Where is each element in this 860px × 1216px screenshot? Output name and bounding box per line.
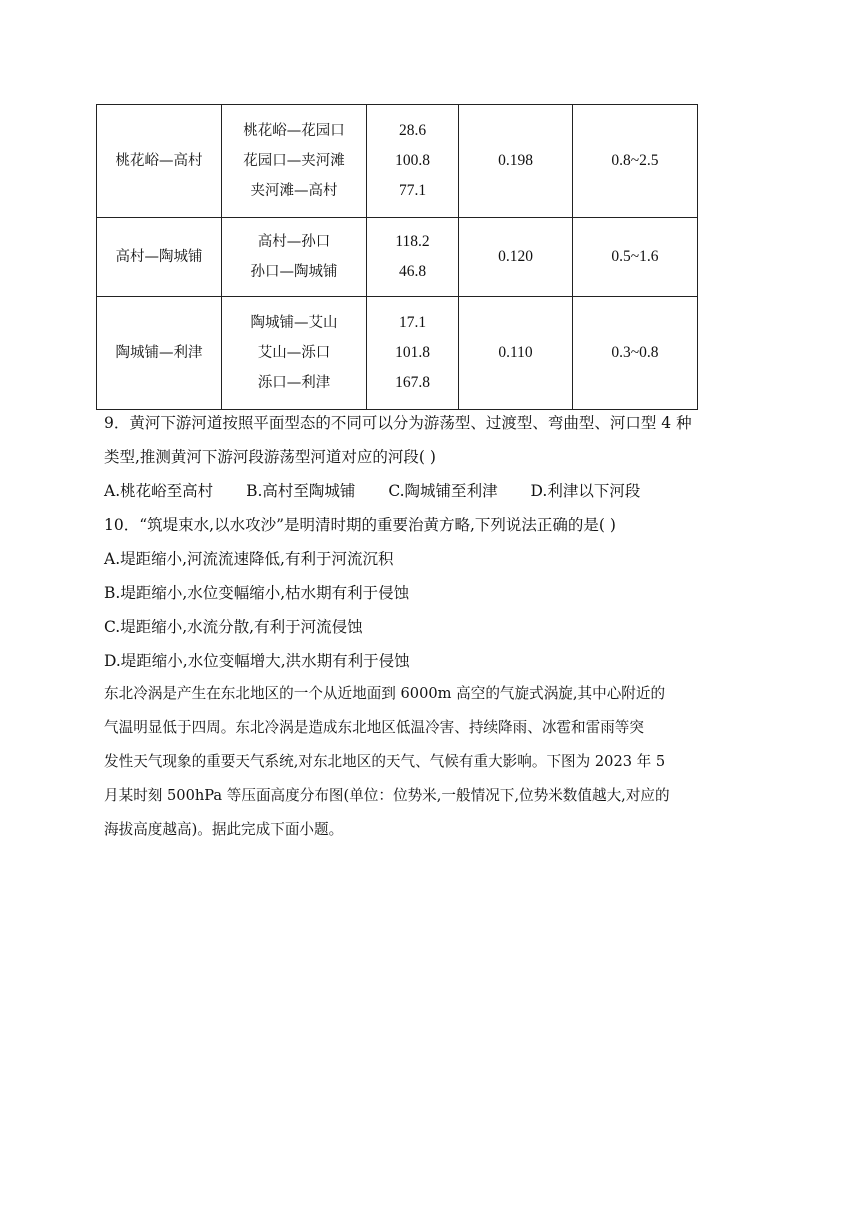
- length-list: [367, 218, 459, 297]
- gradient-value: 0.110: [459, 297, 573, 410]
- option-list: [104, 474, 756, 508]
- question-stem: 10．“筑堤束水,以水攻沙”是明清时期的重要治黄方略,下列说法正确的是( ): [104, 516, 616, 534]
- section-name: 陶城铺—利津: [97, 297, 222, 410]
- length-value: 46.8: [398, 263, 427, 280]
- length-value: 77.1: [398, 182, 427, 199]
- gradient-value: 0.198: [459, 105, 573, 218]
- length-value: 17.1: [398, 314, 427, 331]
- passage-line: 气温明显低于四周。东北冷涡是造成东北地区低温冷害、持续降雨、冰雹和雷雨等突: [104, 719, 644, 736]
- option-c: C.堤距缩小,水流分散,有利于河流侵蚀: [104, 618, 363, 636]
- width-range: 0.8~2.5: [573, 105, 698, 218]
- passage-line: 东北冷涡是产生在东北地区的一个从近地面到 6000m 高空的气旋式涡旋,其中心附近的: [104, 685, 666, 702]
- subsection-name: 桃花峪—花园口: [243, 123, 345, 139]
- passage-line: 月某时刻 500hPa 等压面高度分布图(单位：位势米,一般情况下,位势米数值越大,对应的: [104, 787, 670, 804]
- section-name: 高村—陶城铺: [97, 218, 222, 297]
- subsection-name: 花园口—夹河滩: [243, 153, 345, 169]
- width-range: 0.3~0.8: [573, 297, 698, 410]
- length-value: 28.6: [398, 122, 427, 139]
- option-a: A.堤距缩小,河流流速降低,有利于河流沉积: [104, 550, 394, 568]
- subsection-name: 夹河滩—高村: [250, 183, 338, 199]
- option-a: A.桃花峪至高村: [104, 482, 214, 500]
- subsection-name: 孙口—陶城铺: [250, 264, 338, 280]
- option-d: D.利津以下河段: [530, 482, 641, 500]
- subsection-list: [222, 297, 367, 410]
- table-row: [97, 297, 698, 410]
- option-b: B.高村至陶城铺: [246, 482, 356, 500]
- question-stem: 类型,推测黄河下游河段游荡型河道对应的河段( ): [104, 448, 436, 466]
- length-list: [367, 297, 459, 410]
- subsection-name: 陶城铺—艾山: [250, 315, 338, 331]
- subsection-name: 艾山—泺口: [257, 345, 331, 361]
- option-b: B.堤距缩小,水位变幅缩小,枯水期有利于侵蚀: [104, 584, 410, 602]
- reading-passage: [104, 677, 756, 847]
- subsection-name: 泺口—利津: [257, 375, 331, 391]
- question-10: [104, 508, 756, 678]
- option-d: D.堤距缩小,水位变幅增大,洪水期有利于侵蚀: [104, 652, 410, 670]
- subsection-list: [222, 105, 367, 218]
- river-section-table: [96, 104, 698, 410]
- passage-line: 发性天气现象的重要天气系统,对东北地区的天气、气候有重大影响。下图为 2023 年 5: [104, 753, 666, 770]
- option-c: C.陶城铺至利津: [388, 482, 498, 500]
- subsection-name: 高村—孙口: [257, 234, 331, 250]
- length-value: 118.2: [395, 233, 430, 250]
- subsection-list: [222, 218, 367, 297]
- section-name: 桃花峪—高村: [97, 105, 222, 218]
- length-value: 100.8: [395, 152, 430, 169]
- question-stem: 9．黄河下游河道按照平面型态的不同可以分为游荡型、过渡型、弯曲型、河口型 4 种: [104, 414, 692, 432]
- gradient-value: 0.120: [459, 218, 573, 297]
- width-range: 0.5~1.6: [573, 218, 698, 297]
- length-list: [367, 105, 459, 218]
- table-row: [97, 218, 698, 297]
- length-value: 167.8: [395, 374, 430, 391]
- table-row: [97, 105, 698, 218]
- length-value: 101.8: [395, 344, 430, 361]
- question-9: [104, 406, 756, 508]
- passage-line: 海拔高度越高)。据此完成下面小题。: [104, 821, 344, 838]
